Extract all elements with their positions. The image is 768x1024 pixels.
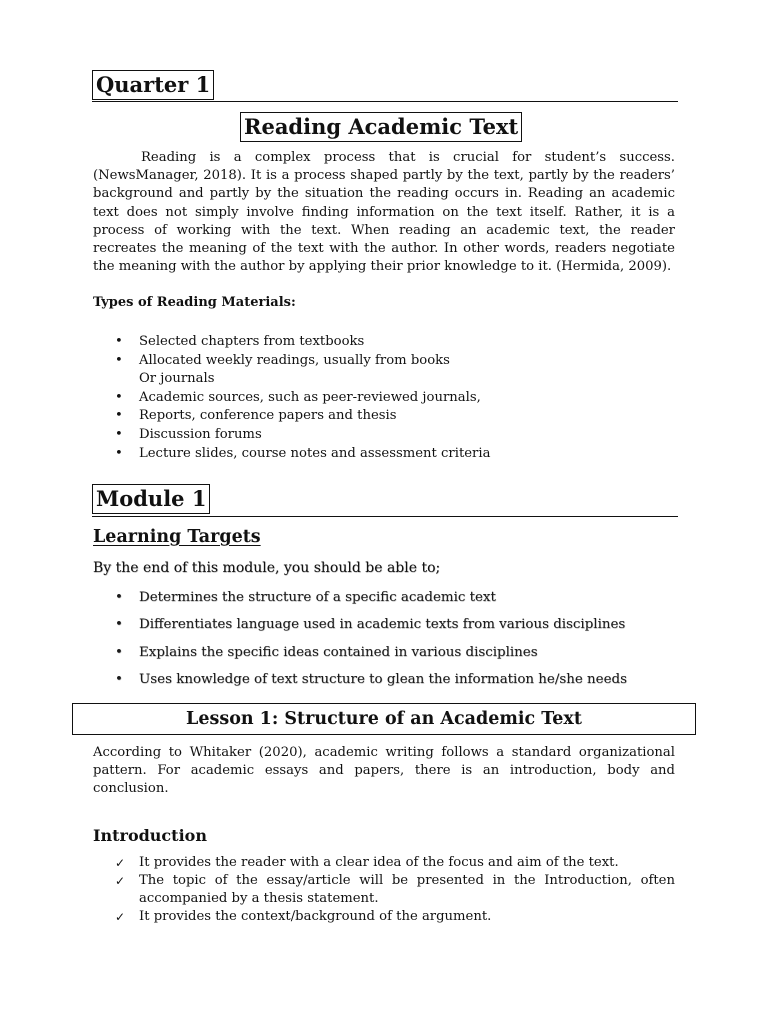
list-item: • Reports, conference papers and thesis: [93, 407, 675, 426]
bullet-icon: •: [115, 389, 123, 405]
list-item: ✓ It provides the reader with a clear idea of the focus and aim of the text.: [115, 855, 619, 870]
reading-title: Reading Academic Text: [240, 112, 522, 142]
introduction-list: [93, 854, 675, 926]
list-item: • Lecture slides, course notes and assessment criteria: [93, 445, 675, 464]
module-title: Module 1: [92, 484, 210, 514]
reading-paragraph: Reading is a complex process that is crucial for student’s success. (NewsManager, 2018). It is a process shaped partly by the text, partly by the readers’ background and partly by the situation the reading occurs in. Reading an academic text does not simply involve finding information on the text itself. Rather, it is a process of working with the text. When reading an academic text, the reader recreates the meaning of the text with the author. In other words, readers negotiate the meaning with the author by applying their prior knowledge to it. (Hermida, 2009).: [93, 150, 675, 275]
check-icon: ✓: [115, 910, 126, 924]
bullet-icon: •: [115, 590, 123, 605]
introduction-heading: Introduction: [93, 826, 207, 845]
list-item: • Discussion forums: [93, 426, 675, 445]
bullet-icon: •: [115, 644, 123, 660]
list-item: ✓ The topic of the essay/article will be presented in the Introduction, often accompanied by a thesis statement.: [115, 873, 675, 906]
check-icon: ✓: [115, 856, 126, 870]
quarter-rule: [92, 101, 678, 102]
list-item: ✓ It provides the context/background of the argument.: [115, 909, 492, 924]
list-item: • Differentiates language used in academic texts from various disciplines: [93, 611, 693, 638]
module-rule: [92, 516, 678, 517]
list-item: • Determines the structure of a specific academic text: [93, 584, 693, 611]
bullet-icon: •: [115, 408, 123, 424]
bullet-icon: •: [115, 445, 123, 461]
lesson-paragraph: According to Whitaker (2020), academic writing follows a standard organizational pattern. For academic essays and papers, there is an introduction, body and conclusion.: [93, 745, 675, 797]
bullet-icon: •: [115, 426, 123, 442]
types-list: [93, 333, 675, 463]
list-item: • Uses knowledge of text structure to glean the information he/she needs: [93, 666, 693, 693]
types-heading: Types of Reading Materials:: [93, 295, 296, 310]
check-icon: ✓: [115, 874, 126, 888]
bullet-icon: •: [115, 352, 123, 368]
bullet-icon: •: [115, 617, 123, 633]
list-item: • Allocated weekly readings, usually from books: [93, 352, 675, 371]
learning-targets-list: [93, 584, 693, 694]
list-item: • Explains the specific ideas contained in various disciplines: [93, 639, 693, 666]
learning-targets-intro: By the end of this module, you should be able to;: [93, 560, 441, 576]
list-item: • Selected chapters from textbooks: [93, 333, 675, 352]
list-item: • Academic sources, such as peer-reviewed journals,: [93, 389, 675, 408]
list-item-continuation: Or journals: [139, 371, 215, 387]
lesson-title: Lesson 1: Structure of an Academic Text: [186, 709, 582, 729]
learning-targets-heading: Learning Targets: [93, 527, 261, 547]
bullet-icon: •: [115, 334, 123, 349]
bullet-icon: •: [115, 672, 123, 688]
quarter-title: Quarter 1: [92, 70, 214, 100]
lesson-title-box: [72, 703, 696, 735]
